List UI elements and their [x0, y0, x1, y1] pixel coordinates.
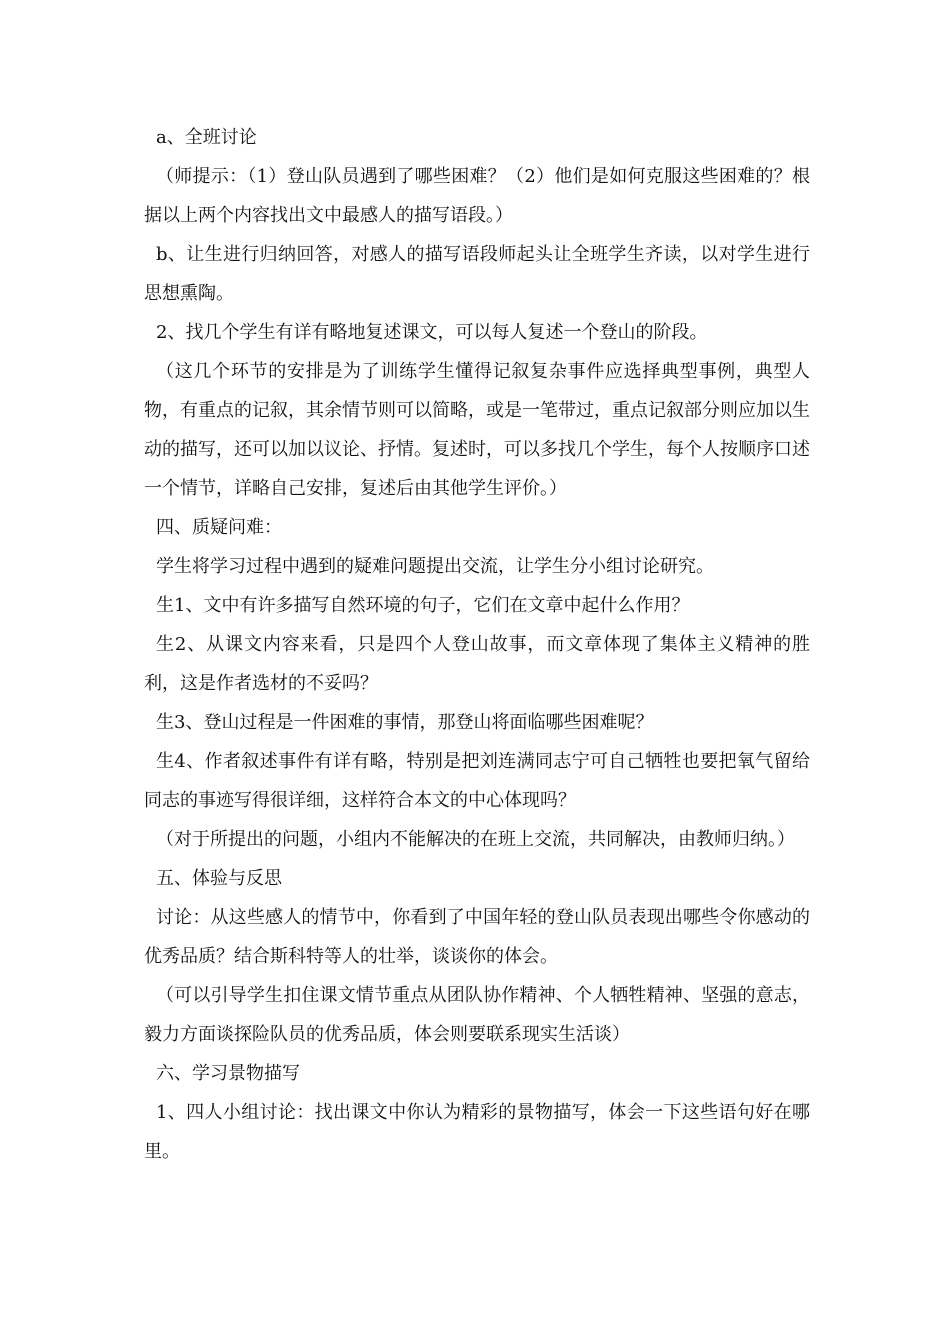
section-heading-reflection: 五、体验与反思	[156, 868, 282, 889]
paragraph-teacher-hint: （师提示：（1）登山队员遇到了哪些困难？（2）他们是如何克服这些困难的？根据以上两个内容找出文中最感人的描写语段。）	[144, 166, 810, 226]
paragraph-questions-intro: 学生将学习过程中遇到的疑难问题提出交流，让学生分小组讨论研究。	[156, 556, 714, 577]
paragraph-questions-note: （对于所提出的问题，小组内不能解决的在班上交流，共同解决，由教师归纳。）	[156, 829, 795, 850]
paragraph-design-note: （这几个环节的安排是为了训练学生懂得记叙复杂事件应选择典型事例，典型人物，有重点的记叙，其余情节则可以简略，或是一笔带过，重点记叙部分则应加以生动的描写，还可以加以议论、抒情。复述时，可以多找几个学生，每个人按顺序口述一个情节，详略自己安排，复述后由其他学生评价。）	[144, 361, 810, 499]
paragraph-student-question-4: 生4、作者叙述事件有详有略，特别是把刘连满同志宁可自己牺牲也要把氧气留给同志的事迹写得很详细，这样符合本文的中心体现吗？	[144, 751, 810, 811]
section-heading-questions: 四、质疑问难：	[156, 517, 282, 538]
paragraph-reflection-discussion: 讨论：从这些感人的情节中，你看到了中国年轻的登山队员表现出哪些令你感动的优秀品质？结合斯科特等人的壮举，谈谈你的体会。	[144, 907, 810, 967]
paragraph-reflection-note: （可以引导学生扣住课文情节重点从团队协作精神、个人牺牲精神、坚强的意志，毅力方面谈探险队员的优秀品质，体会则要联系现实生活谈）	[144, 985, 810, 1045]
paragraph-student-question-3: 生3、登山过程是一件困难的事情，那登山将面临哪些困难呢？	[156, 712, 654, 733]
paragraph-student-question-2: 生2、从课文内容来看，只是四个人登山故事，而文章体现了集体主义精神的胜利，这是作者选材的不妥吗？	[144, 634, 810, 694]
paragraph-discussion-heading: a、全班讨论	[156, 127, 257, 148]
section-heading-scenery: 六、学习景物描写	[156, 1063, 300, 1084]
document-page	[144, 118, 810, 1171]
paragraph-summary-answer: b、让生进行归纳回答，对感人的描写语段师起头让全班学生齐读，以对学生进行思想熏陶。	[144, 244, 810, 304]
paragraph-student-question-1: 生1、文中有许多描写自然环境的句子，它们在文章中起什么作用？	[156, 595, 690, 616]
paragraph-retell: 2、找几个学生有详有略地复述课文，可以每人复述一个登山的阶段。	[156, 322, 708, 343]
paragraph-scenery-task: 1、四人小组讨论：找出课文中你认为精彩的景物描写，体会一下这些语句好在哪里。	[144, 1102, 810, 1162]
